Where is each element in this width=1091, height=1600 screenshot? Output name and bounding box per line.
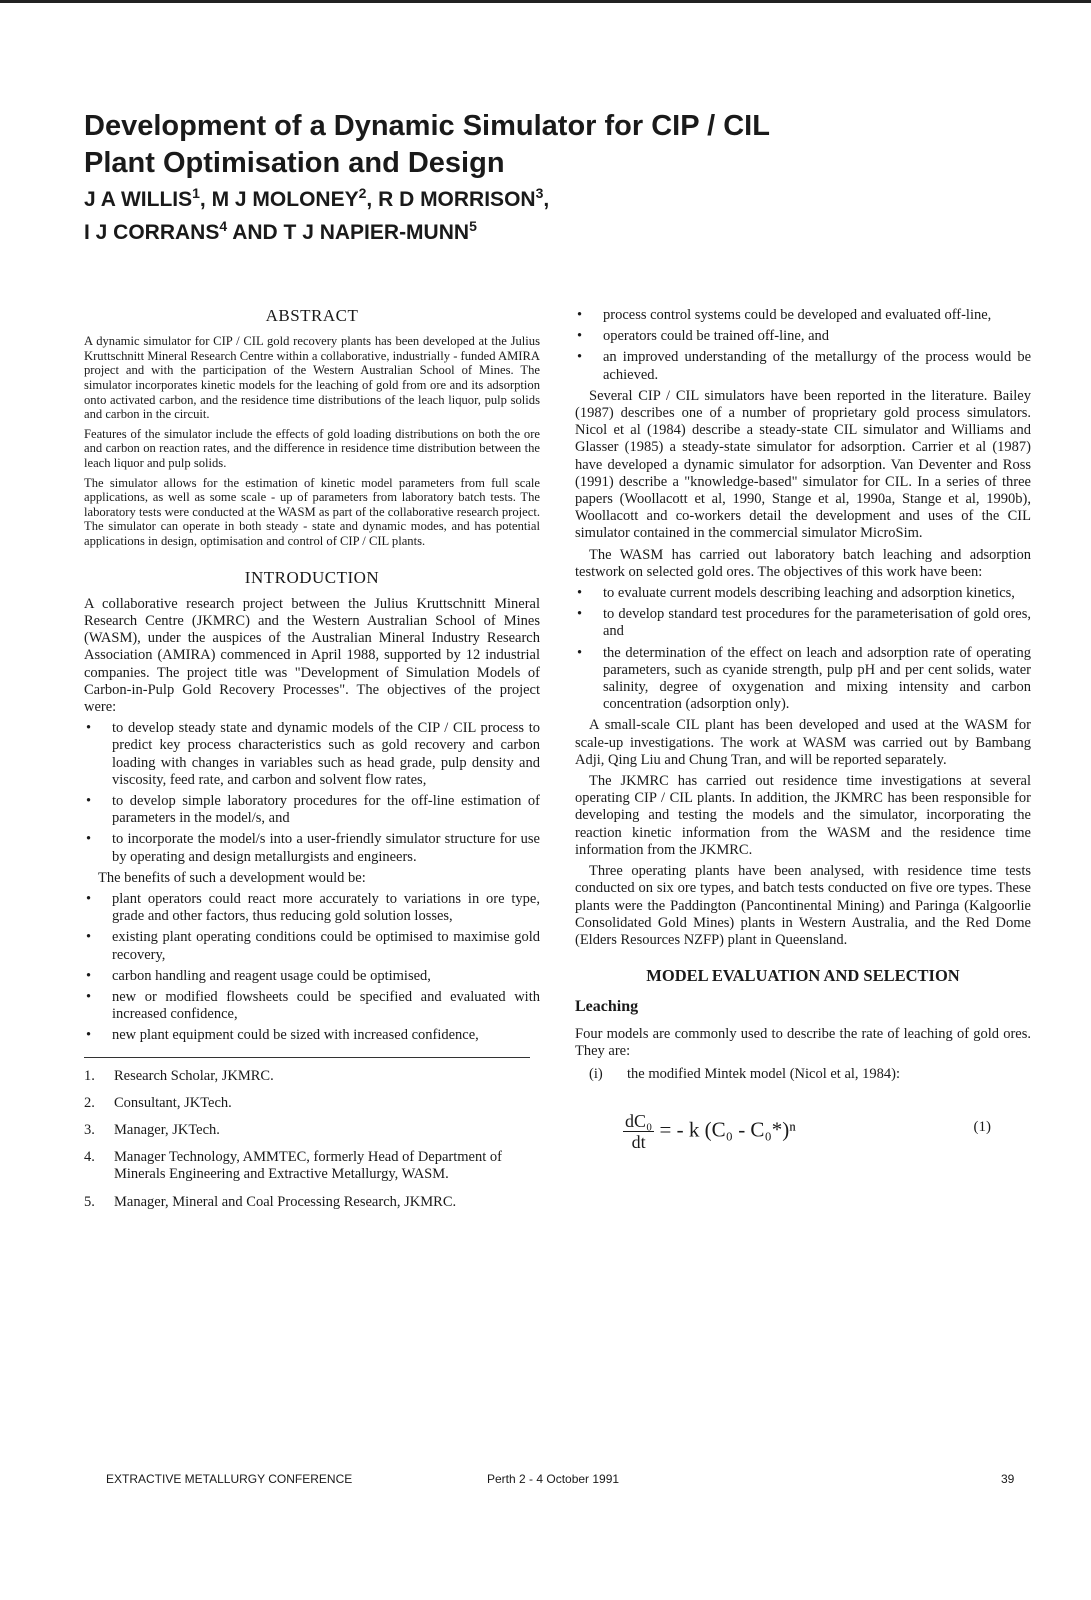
footnote	[84, 1194, 540, 1211]
author-name: T J NAPIER-MUNN	[283, 221, 470, 244]
leaching-subheading: Leaching	[575, 998, 639, 1016]
list-item: • existing plant operating conditions could be optimised to maximise gold recovery,	[84, 929, 540, 963]
author-name: R D MORRISON	[378, 188, 536, 211]
leaching-paragraph: Four models are commonly used to describe the rate of leaching of gold ores. They are:	[575, 1025, 1031, 1059]
footnote-text: Manager, Mineral and Coal Processing Research, JKMRC.	[114, 1193, 457, 1210]
wasm-paragraph: The WASM has carried out laboratory batch leaching and adsorption testwork on selected gold ores. The objectives of this work have been:	[575, 546, 1031, 580]
wasm-objectives-list	[575, 585, 1031, 713]
model-item-number: (i)	[589, 1065, 603, 1082]
model-section-heading: MODEL EVALUATION AND SELECTION	[646, 966, 960, 986]
list-item: • carbon handling and reagent usage could be optimised,	[84, 968, 540, 985]
list-item: • new or modified flowsheets could be specified and evaluated with increased confidence,	[84, 989, 540, 1023]
equation-fraction	[623, 1111, 654, 1152]
footnote-text: Manager, JKTech.	[114, 1122, 220, 1138]
objectives-list	[84, 720, 540, 866]
footnotes	[84, 1068, 540, 1211]
footnote	[84, 1068, 540, 1085]
footnote	[84, 1095, 540, 1112]
intro-paragraph: A collaborative research project between the Julius Kruttschnitt Mineral Research Centre (JKMRC) and the Western Australian School of Mines (WASM), under the auspices of the Australian Mineral Industry Research Association (AMIRA) commenced in April 1988, supported by 12 industrial companies. The project title was "Development of Simulation Models of Carbon-in-Pulp Gold Recovery Processes". The objectives of the project were:	[84, 595, 540, 715]
author-name: M J MOLONEY	[211, 188, 359, 211]
list-item: • an improved understanding of the metallurgy of the process would be achieved.	[575, 349, 1031, 383]
equation-rhs: = - k (C₀ - C₀*)ⁿ	[659, 1117, 796, 1142]
equation-1	[575, 1105, 1031, 1165]
equation-number: (1)	[973, 1119, 991, 1136]
title-line-2: Plant Optimisation and Design	[84, 147, 505, 179]
list-item: • to develop simple laboratory procedures for the off-line estimation of parameters in the model/s, and	[84, 793, 540, 827]
paper-title	[84, 108, 984, 182]
plants-paragraph: Three operating plants have been analysed, with residence time tests conducted on six ore types, and batch tests conducted on five ore types. These plants were the Paddington (Pancontinental Mining) and Paringa (Kalgoorlie Consolidated Gold Mines) plants in Western Australia, and the Red Dome (Elders Resources NZFP) plant in Queensland.	[575, 863, 1031, 948]
page-number: 39	[1001, 1472, 1015, 1486]
footnote-number: 5.	[84, 1193, 95, 1210]
footnote	[84, 1122, 540, 1139]
equation-denominator: dt	[631, 1132, 646, 1153]
author-affiliation-number: 1	[192, 185, 200, 201]
footer-conference: EXTRACTIVE METALLURGY CONFERENCE	[106, 1472, 353, 1486]
abstract-paragraph: The simulator allows for the estimation of kinetic model parameters from full scale applications, as well as some scale - up of parameters from laboratory batch tests. The laboratory tests were conducted at the WASM as part of the collaborative research project. The simulator can operate in both steady - state and dynamic modes, and has potential applications in design, optimisation and control of CIP / CIL plants.	[84, 475, 540, 548]
left-column	[84, 307, 540, 1221]
author-name: J A WILLIS	[84, 188, 193, 211]
benefits-list	[84, 891, 540, 1045]
model-item-text: the modified Mintek model (Nicol et al, 1984):	[627, 1065, 901, 1082]
list-item: • the determination of the effect on leach and adsorption rate of operating parameters, such as cyanide strength, pulp pH and per cent solids, water salinity, degree of oxygenation and mixing intensity and carbon concentration (adsorption only).	[575, 645, 1031, 714]
author-separator: ,	[543, 188, 550, 211]
abstract-paragraph: Features of the simulator include the effects of gold loading distributions on both the ore and carbon on reaction rates, and the difference in residence time distribution between the leach liquor and pulp solids.	[84, 426, 540, 470]
abstract-heading: ABSTRACT	[265, 306, 359, 325]
jkmrc-paragraph: The JKMRC has carried out residence time investigations at several operating CIP / CIL plants. In addition, the JKMRC has been responsible for developing and testing the models and the simulator, incorporating the reaction kinetic information from the WASM and the residence time information from the JKMRC.	[575, 773, 1031, 858]
author-separator: AND	[227, 221, 284, 244]
abstract-section	[84, 307, 540, 549]
footnote-number: 3.	[84, 1122, 95, 1138]
list-item: • to develop steady state and dynamic models of the CIP / CIL process to predict key process characteristics such as gold recovery and carbon loading with changes in variables such as head grade, pulp density and viscosity, feed rate, and carbon and solvent flow rates,	[84, 720, 540, 789]
list-item: • to develop standard test procedures for the parameterisation of gold ores, and	[575, 606, 1031, 640]
footnote	[84, 1149, 540, 1183]
benefits-list-continued	[575, 307, 1031, 384]
list-item: • to incorporate the model/s into a user-friendly simulator structure for use by operating and design metallurgists and engineers.	[84, 831, 540, 865]
footnote-text: Manager Technology, AMMTEC, formerly Head of Department of Minerals Engineering and Extractive Metallurgy, WASM.	[114, 1149, 502, 1183]
simulators-paragraph: Several CIP / CIL simulators have been reported in the literature. Bailey (1987) describes one of a number of proprietary gold process simulators. Nicol et al (1984) describe a steady-state CIL simulator and Williams and Glasser (1985) a steady-state simulator for adsorption. Carrier et al (1987) have developed a dynamic simulator for adsorption. Van Deventer and Ross (1991) describe a "knowledge-based" simulator for CIL. In a series of three papers (Woollacott et al, 1990, Stange et al, 1990a, Stange et al, 1990b), Woollacott and co-workers detail the development and uses of the CIL simulator contained in the commercial simulator MicroSim.	[575, 387, 1031, 542]
list-item: • plant operators could react more accurately to variations in ore type, grade and other factors, thus reducing gold solution losses,	[84, 891, 540, 925]
author-affiliation-number: 2	[358, 185, 367, 201]
footnote-text: Consultant, JKTech.	[114, 1094, 232, 1111]
list-item: • new plant equipment could be sized with increased confidence,	[84, 1027, 540, 1044]
footer-location-date: Perth 2 - 4 October 1991	[487, 1472, 620, 1486]
model-item	[589, 1066, 1031, 1083]
author-separator: ,	[366, 188, 379, 211]
author-list	[84, 180, 984, 246]
footnote-text: Research Scholar, JKMRC.	[114, 1067, 274, 1084]
top-border	[0, 0, 1091, 3]
introduction-heading: INTRODUCTION	[244, 567, 380, 587]
abstract-paragraph: A dynamic simulator for CIP / CIL gold recovery plants has been developed at the Julius Kruttschnitt Mineral Research Centre within a collaborative, industrially - funded AMIRA project and with the participation of the Western Australian School of Mines. The simulator incorporates kinetic models for the leaching of gold from ore and its adsorption onto activated carbon, and the residence time distributions of the leach liquor, pulp solids and carbon in the circuit.	[84, 334, 540, 422]
equation-numerator: dC₀	[625, 1111, 653, 1132]
list-item: • operators could be trained off-line, and	[575, 328, 1031, 345]
footnote-rule	[84, 1057, 530, 1058]
list-item: • to evaluate current models describing leaching and adsorption kinetics,	[575, 585, 1031, 602]
footnote-number: 2.	[84, 1094, 95, 1111]
author-affiliation-number: 5	[469, 218, 477, 234]
footnote-number: 1.	[84, 1067, 95, 1084]
title-line-1: Development of a Dynamic Simulator for CIP / CIL	[84, 110, 770, 142]
cil-plant-paragraph: A small-scale CIL plant has been developed and used at the WASM for scale-up investigations. The work at WASM was carried out by Bambang Adji, Qing Liu and Chung Tran, and will be reported separately.	[575, 717, 1031, 768]
author-name: I J CORRANS	[84, 221, 220, 244]
list-item: • process control systems could be developed and evaluated off-line,	[575, 307, 1031, 324]
author-affiliation-number: 4	[219, 218, 228, 234]
author-separator: ,	[199, 188, 212, 211]
footnote-number: 4.	[84, 1149, 95, 1166]
equation-body	[623, 1111, 796, 1152]
benefits-intro: The benefits of such a development would be:	[98, 869, 366, 886]
author-affiliation-number: 3	[535, 185, 544, 201]
right-column	[575, 307, 1031, 1165]
